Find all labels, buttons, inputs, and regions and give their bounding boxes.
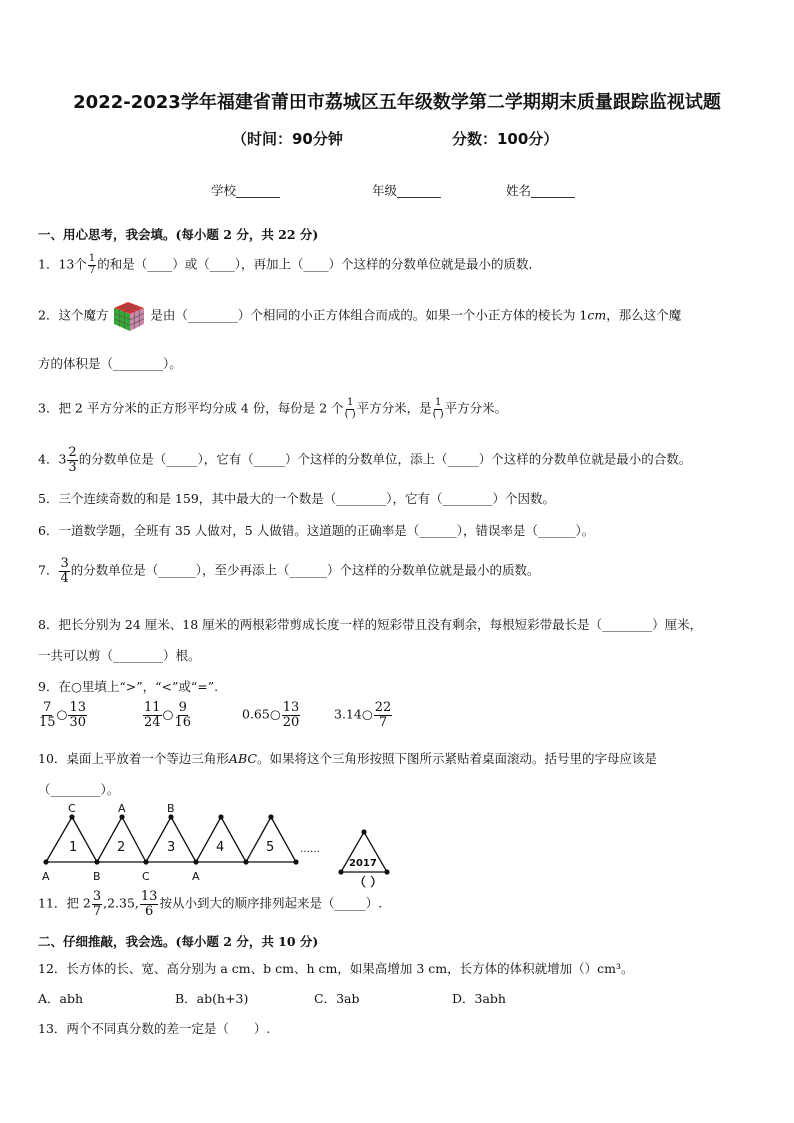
question-3: [38, 398, 507, 420]
triangle-number-2: 2: [117, 840, 126, 855]
q12-option-c: C．3ab: [314, 991, 360, 1006]
q2-text-b: 是由（________）个相同的小正方体组合而成的。如果一个小正方体的棱长为 1: [150, 307, 588, 323]
q11-fraction-2: $\frac{13}{6}$: [140, 889, 158, 919]
triangle-number-4: 4: [216, 840, 225, 855]
triangle-number-5: 5: [266, 840, 275, 855]
q2-text-a: 2．这个魔方: [38, 307, 109, 323]
name-field: 姓名_______: [506, 183, 575, 198]
question-8: 8．把长分别为 24 厘米、18 厘米的两根彩带剪成长度一样的短彩带且没有剩余，每根短彩带最长是（________）厘米，: [38, 617, 703, 632]
q3-text-c: 平方分米。: [444, 400, 508, 416]
q3-fraction-1: $\frac{1}{( )}$: [344, 397, 356, 420]
triangle-number-1: 1: [69, 840, 78, 855]
exam-time: （时间：90分钟: [232, 130, 343, 148]
q1-fraction: $\frac{1}{7}$: [88, 253, 96, 276]
question-5: 5．三个连续奇数的和是 159，其中最大的一个数是（________），它有（________）个因数。: [38, 491, 556, 506]
q3-text-a: 3．把 2 平方分米的正方形平均分成 4 份，每份是 2 个: [38, 400, 344, 416]
top-label-a: A: [118, 804, 126, 815]
q7-text-a: 7．: [38, 562, 59, 578]
top-label-b: B: [167, 804, 175, 815]
q1-text-a: 1．13个: [38, 256, 87, 272]
q11-fraction-1: $\frac{3}{7}$: [92, 889, 102, 919]
triangle-number-3: 3: [167, 840, 176, 855]
question-10: [38, 749, 657, 767]
q4-text-b: 的分数单位是（_____），它有（_____）个这样的分数单位，添上（_____）个这样的分数单位就是最小的合数。: [78, 451, 692, 467]
bottom-label-c: C: [142, 870, 150, 883]
bottom-label-a: A: [42, 870, 50, 883]
q11-text-b: ,2.35,: [103, 895, 139, 911]
q7-text-b: 的分数单位是（______），至少再添上（______）个这样的分数单位就是最小的质数。: [70, 562, 540, 578]
question-2-line-2: 方的体积是（________）。: [38, 356, 182, 371]
bottom-label-a2: A: [192, 870, 200, 883]
question-4: [38, 446, 691, 474]
grade-field: 年级_______: [372, 183, 441, 198]
ellipsis: ……: [300, 844, 320, 855]
q10-text-a: 10．桌面上平放着一个等边三角形: [38, 751, 229, 766]
q2-unit: cm: [587, 307, 607, 323]
q2-text-c: ，那么这个魔: [606, 307, 682, 323]
q9-item-2: $\frac{11}{24}$ ○ $\frac{9}{16}$: [144, 700, 192, 730]
page-title: 2022-2023学年福建省莆田市荔城区五年级数学第二学期期末质量跟踪监视试题: [73, 92, 721, 113]
q1-text-b: 的和是（____）或（____），再加上（____）个这样的分数单位就是最小的质数．: [97, 256, 541, 272]
q11-text-a: 11．把 2: [38, 895, 91, 911]
bottom-label-b: B: [93, 870, 101, 883]
question-9: 9．在○里填上“>”，“<”或“=”.: [38, 679, 219, 694]
q9-item-3: 0.65○ $\frac{13}{20}$: [242, 700, 300, 730]
question-7: [38, 557, 540, 585]
q10-text-b: 。如果将这个三角形按照下图所示紧贴着桌面滚动。括号里的字母应该是: [256, 751, 657, 766]
q12-option-d: D．3abh: [452, 991, 506, 1006]
question-2: [38, 300, 681, 332]
rubiks-cube-image: [112, 300, 146, 332]
q10-abc: ABC: [228, 751, 257, 766]
triangle-number-2017: 2017: [349, 858, 377, 869]
question-1: [38, 254, 541, 276]
question-13: 13．两个不同真分数的差一定是（ ）.: [38, 1021, 271, 1036]
question-6: 6．一道数学题，全班有 35 人做对，5 人做错。这道题的正确率是（______），错误率是（______）。: [38, 523, 595, 538]
question-8-line-2: 一共可以剪（________）根。: [38, 648, 201, 663]
q4-text-a: 4．3: [38, 451, 67, 467]
rolling-triangle-diagram: [36, 804, 436, 888]
q11-text-c: 按从小到大的顺序排列起来是（_____）.: [159, 895, 383, 911]
question-11: [38, 890, 382, 918]
question-10-line-2: （________）。: [38, 782, 120, 797]
section-heading-1: 一、用心思考，我会填。(每小题 2 分，共 22 分): [38, 227, 319, 242]
q7-fraction: $\frac{3}{4}$: [60, 556, 69, 586]
q9-item-1: $\frac{7}{15}$ ○ $\frac{13}{30}$: [39, 700, 87, 730]
top-label-c: C: [68, 804, 76, 815]
exam-score: 分数：100分）: [452, 130, 559, 148]
q3-text-b: 平方分米，是: [356, 400, 432, 416]
q9-item-4: 3.14○ $\frac{22}{7}$: [334, 700, 392, 730]
q12-option-a: A．abh: [38, 991, 84, 1006]
section-heading-2: 二、仔细推敲，我会选。(每小题 2 分，共 10 分): [38, 934, 319, 949]
question-12: 12．长方体的长、宽、高分别为 a cm、b cm、h cm，如果高增加 3 cm，长方体的体积就增加（）cm³。: [38, 961, 634, 976]
q12-option-b: B．ab(h+3): [175, 991, 249, 1006]
q4-fraction: $\frac{2}{3}$: [68, 445, 77, 475]
answer-paren: （ ）: [354, 875, 383, 888]
q3-fraction-2: $\frac{1}{( )}$: [432, 397, 444, 420]
school-field: 学校_______: [211, 183, 280, 198]
